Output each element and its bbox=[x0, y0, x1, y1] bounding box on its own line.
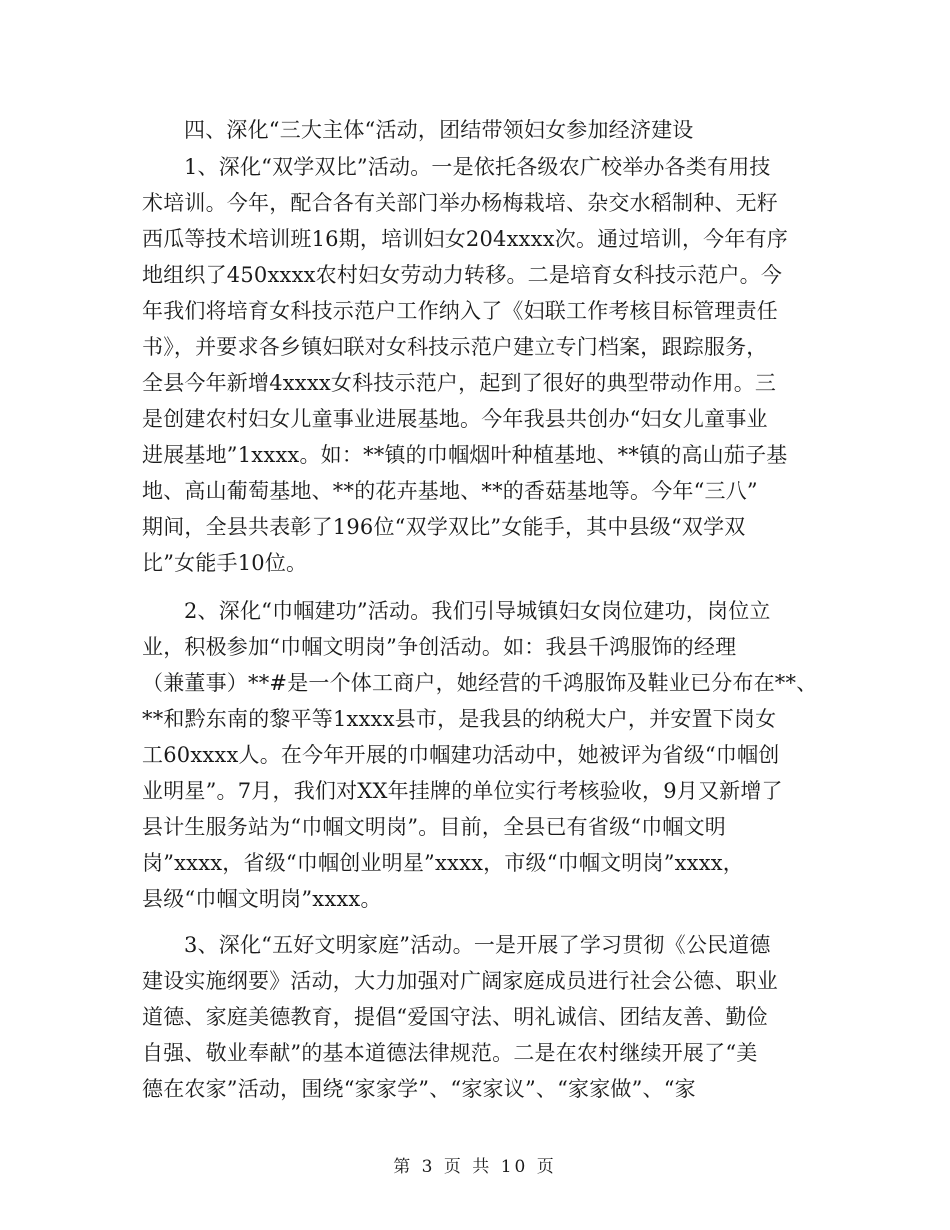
paragraph-line: 县计生服务站为“巾帼文明岗”。目前，全县已有省级“巾帼文明 bbox=[142, 815, 727, 839]
paragraph-line: 地组织了450xxxx农村妇女劳动力转移。二是培育女科技示范户。今 bbox=[142, 263, 783, 287]
paragraph-line: 自强、敬业奉献”的基本道德法律规范。二是在农村继续开展了“美 bbox=[142, 1041, 758, 1065]
paragraph-line: 岗”xxxx，省级“巾帼创业明星”xxxx，市级“巾帼文明岗”xxxx， bbox=[142, 851, 744, 875]
paragraph-line: 术培训。今年，配合各有关部门举办杨梅栽培、杂交水稻制种、无籽 bbox=[142, 191, 778, 215]
paragraph-line: 地、高山葡萄基地、**的花卉基地、**的香菇基地等。今年“三八” bbox=[142, 479, 758, 503]
paragraph-line: 3、深化“五好文明家庭”活动。一是开展了学习贯彻《公民道德 bbox=[184, 933, 771, 957]
paragraph-line: 业，积极参加“巾帼文明岗”争创活动。如：我县千鸿服饰的经理 bbox=[142, 635, 737, 659]
paragraph-line: 德在农家”活动，围绕“家家学”、“家家议”、“家家做”、“家 bbox=[142, 1077, 696, 1101]
paragraph-line: 进展基地”1xxxx。如：**镇的巾帼烟叶种植基地、**镇的高山茄子基 bbox=[142, 443, 788, 467]
paragraph-line: 县级“巾帼文明岗”xxxx。 bbox=[142, 887, 382, 911]
paragraph-line: 全县今年新增4xxxx女科技示范户，起到了很好的典型带动作用。三 bbox=[142, 371, 777, 395]
paragraph-line: 比”女能手10位。 bbox=[142, 551, 308, 575]
paragraph-line: 期间，全县共表彰了196位“双学双比”女能手，其中县级“双学双 bbox=[142, 515, 746, 539]
paragraph-line: 建设实施纲要》活动，大力加强对广阔家庭成员进行社会公德、职业 bbox=[142, 969, 778, 993]
paragraph-line: 业明星”。7月，我们对XX年挂牌的单位实行考核验收，9月又新增了 bbox=[142, 779, 783, 803]
paragraph-line: （兼董事）**#是一个体工商户，她经营的千鸿服饰及鞋业已分布在**、 bbox=[142, 671, 818, 695]
paragraph-line: 年我们将培育女科技示范户工作纳入了《妇联工作考核目标管理责任 bbox=[142, 299, 778, 323]
paragraph-line: 西瓜等技术培训班16期，培训妇女204xxxx次。通过培训，今年有序 bbox=[142, 227, 788, 251]
paragraph-line: 工60xxxx人。在今年开展的巾帼建功活动中，她被评为省级“巾帼创 bbox=[142, 743, 780, 767]
paragraph-line: 1、深化“双学双比”活动。一是依托各级农广校举办各类有用技 bbox=[184, 155, 771, 179]
paragraph-line: 道德、家庭美德教育，提倡“爱国守法、明礼诚信、团结友善、勤俭 bbox=[142, 1005, 768, 1029]
paragraph-line: **和黔东南的黎平等1xxxx县市，是我县的纳税大户，并安置下岗女 bbox=[142, 707, 777, 731]
page-number-footer: 第 3 页 共 10 页 bbox=[393, 1157, 557, 1177]
paragraph-line: 书》，并要求各乡镇妇联对女科技示范户建立专门档案，跟踪服务， bbox=[142, 335, 768, 359]
section-heading: 四、深化“三大主体“活动，团结带领妇女参加经济建设 bbox=[184, 118, 694, 142]
paragraph-line: 是创建农村妇女儿童事业进展基地。今年我县共创办“妇女儿童事业 bbox=[142, 407, 768, 431]
paragraph-line: 2、深化“巾帼建功”活动。我们引导城镇妇女岗位建功，岗位立 bbox=[184, 599, 771, 623]
